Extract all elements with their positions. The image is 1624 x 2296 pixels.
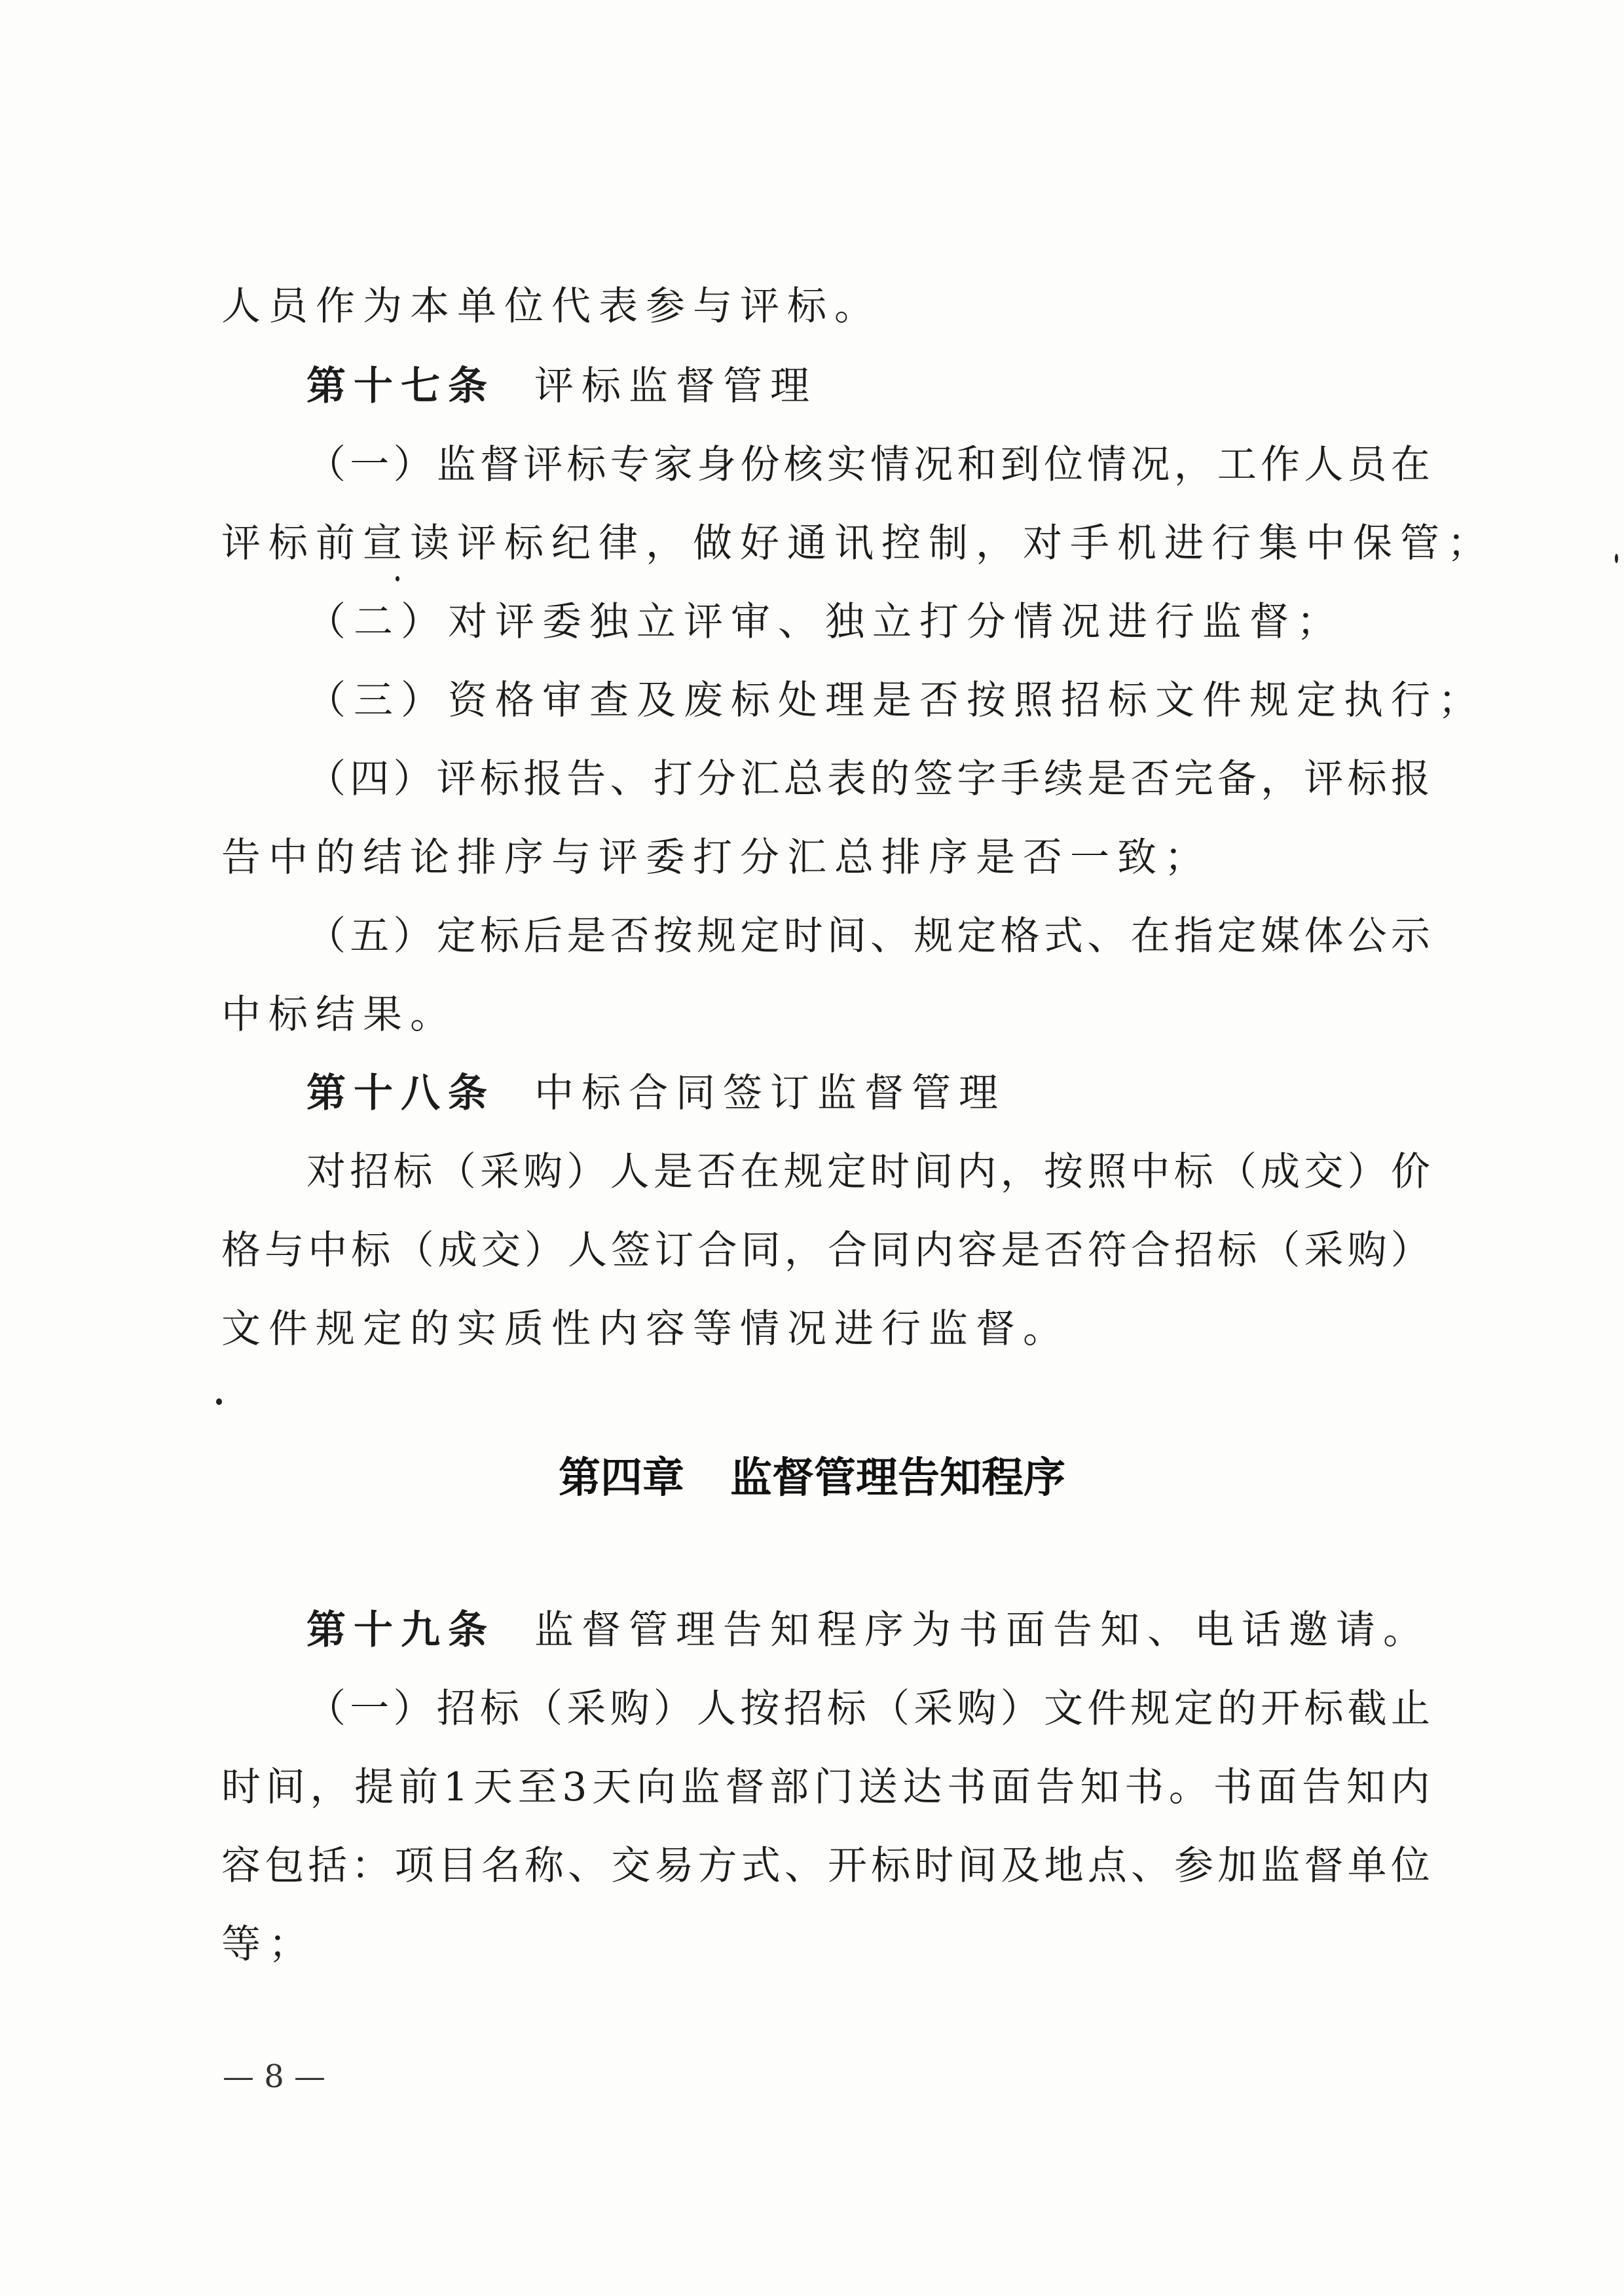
text-line: 评标前宣读评标纪律，做好通讯控制，对手机进行集中保管； — [221, 520, 1494, 566]
text-line: （ 一 ） 监 督 评 标 专 家 身 份 核 实 情 况 和 到 位 情 况 ， 工 作 人 员 在 — [306, 442, 1430, 488]
text-line: 时 间 ， 提 前 1 天 至 3 天 向 监 督 部 门 送 达 书 面 告 知 书 。 书 面 告 知 内 — [221, 1764, 1430, 1810]
scan-speck — [396, 576, 399, 581]
scan-speck — [216, 1398, 222, 1405]
text-line: 等； — [221, 1922, 316, 1967]
text-line: （三）资格审查及废标处理是否按照招标文件规定执行； — [306, 678, 1485, 723]
article-heading-line: 第十九条 监督管理告知程序为书面告知、电话邀请。 — [306, 1607, 1430, 1653]
page-number: — 8 — — [223, 2058, 326, 2095]
text-line: 告中的结论排序与评委打分汇总排序是否一致； — [221, 835, 1211, 881]
chapter-title: 监督管理告知程序 — [730, 1454, 1065, 1503]
text-line: 容 包 括 ： 项 目 名 称 、 交 易 方 式 、 开 标 时 间 及 地 点 、 参 加 监 督 单 位 — [221, 1843, 1430, 1889]
article-heading-line: 第十八条 中标合同签订监督管理 — [306, 1070, 1006, 1116]
text-line: 对 招 标 （ 采 购 ） 人 是 否 在 规 定 时 间 内 ， 按 照 中 标 （ 成 交 ） 价 — [306, 1149, 1430, 1195]
article-heading-line: 第十七条 评标监督管理 — [306, 363, 817, 409]
text-line: 中标结果。 — [221, 992, 457, 1038]
text-line: （ 一 ） 招 标 （ 采 购 ） 人 按 招 标 （ 采 购 ） 文 件 规 定 的 开 标 截 止 — [306, 1686, 1430, 1732]
text-line: （ 五 ） 定 标 后 是 否 按 规 定 时 间 、 规 定 格 式 、 在 指 定 媒 体 公 示 — [306, 913, 1430, 959]
chapter-number: 第四章 — [559, 1454, 684, 1503]
text-line: 文件规定的实质性内容等情况进行监督。 — [221, 1306, 1070, 1352]
text-line: 人员作为本单位代表参与评标。 — [221, 283, 881, 329]
scan-speck — [1615, 554, 1618, 563]
text-line: （二）对评委独立评审、独立打分情况进行监督； — [306, 599, 1344, 645]
chapter-heading — [0, 1453, 1624, 1503]
text-line: （ 四 ） 评 标 报 告 、 打 分 汇 总 表 的 签 字 手 续 是 否 完 备 ， 评 标 报 — [306, 756, 1430, 802]
text-line: 格 与 中 标 （ 成 交 ） 人 签 订 合 同 ， 合 同 内 容 是 否 符 合 招 标 （ 采 购 ） — [221, 1228, 1430, 1273]
